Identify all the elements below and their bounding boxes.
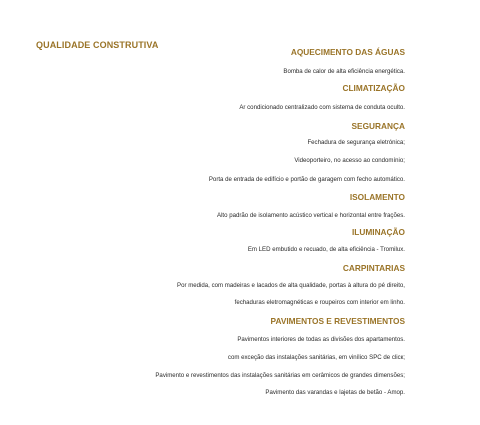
heading-water-heating: AQUECIMENTO DAS ÁGUAS <box>290 47 405 57</box>
water-heating-line-1: Bomba de calor de alta eficiência energética. <box>283 68 405 75</box>
heading-lighting: ILUMINAÇÃO <box>351 227 405 237</box>
security-line-1: Fechadura de segurança eletrónica; <box>307 139 405 146</box>
heading-insulation: ISOLAMENTO <box>349 192 405 202</box>
page-title: QUALIDADE CONSTRUTIVA <box>36 40 159 50</box>
floors-line-2: com exceção das instalações sanitárias, em vinílico SPC de clicк; <box>227 354 405 361</box>
insulation-line-1: Alto padrão de isolamento acústico vertical e horizontal entre frações. <box>217 212 405 219</box>
security-line-2: Videoporteiro, no acesso ao condomínio; <box>294 157 405 164</box>
climatization-line-1: Ar condicionado centralizado com sistema de conduta oculto. <box>239 104 405 111</box>
floors-line-1: Pavimentos interiores de todas as divisões dos apartamentos. <box>237 336 405 343</box>
security-line-3: Porta de entrada de edifício e portão de garagem com fecho automático. <box>208 176 405 183</box>
heading-climatization: CLIMATIZAÇÃO <box>342 83 405 93</box>
floors-line-3: Pavimento e revestimentos das instalações sanitárias em cerâmicos de grandes dimensões; <box>155 372 405 379</box>
lighting-line-1: Em LED embutido e recuado, de alta eficiência - Tromilux. <box>247 246 405 253</box>
carpentry-line-1: Por medida, com madeiras e lacados de alta qualidade, portas à altura do pé direito, <box>177 282 405 289</box>
carpentry-line-2: fechaduras eletromagnéticas e roupeiros com interior em linho. <box>234 299 405 306</box>
heading-floors-coverings: PAVIMENTOS E REVESTIMENTOS <box>270 316 405 326</box>
floors-line-4: Pavimento das varandas e lajetas de betão - Amop. <box>265 389 405 396</box>
heading-carpentry: CARPINTARIAS <box>342 263 405 273</box>
heading-security: SEGURANÇA <box>351 121 405 131</box>
